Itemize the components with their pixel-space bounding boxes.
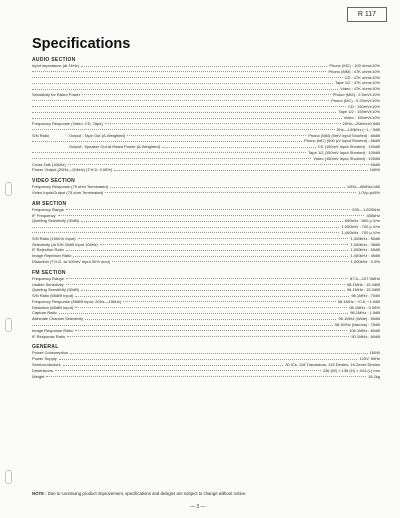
spec-label: Weight [32, 373, 45, 379]
leader-dots [59, 313, 348, 315]
spec-value: Video : 47K ohm±10% [340, 86, 380, 92]
leader-dots [32, 232, 339, 234]
spec-label: Power Consumption [32, 350, 69, 356]
binder-hole-mark [5, 470, 12, 484]
spec-label: Selectivity (at S/N 30dB Input 10kHz) [32, 241, 98, 247]
page-number: — 3 — [190, 504, 206, 510]
spec-value: 1,400kHz : 40dB [350, 253, 380, 259]
spec-label: Power Output (20Hz—20kHz) (T.H.D. 0.08%) [32, 167, 113, 173]
leader-dots [75, 330, 347, 332]
leader-dots [127, 135, 306, 137]
leader-dots [67, 336, 349, 338]
spec-label: Video Input/Output (75 ohm Terminated) [32, 189, 104, 195]
spec-value: 160W [369, 350, 380, 356]
spec-value: 450kHz [366, 212, 380, 218]
spec-row [32, 374, 380, 380]
spec-value: 10Hz—8MHz±1dB [346, 184, 380, 190]
spec-value: CD : 150mV±10% [348, 103, 380, 109]
leader-dots [32, 158, 311, 160]
spec-value: 1,000kHz : 0.5% [350, 258, 380, 264]
spec-value: Phono (MC) (500 μV Input Shorted) : 66dB [304, 138, 380, 144]
leader-dots [110, 187, 345, 189]
specifications-body [32, 57, 380, 379]
spec-value: 436 (W) × 138 (H) × 424 (L) mm [322, 367, 380, 373]
section-title: VIDEO SECTION [32, 178, 76, 185]
leader-dots [32, 129, 335, 131]
leader-dots [105, 123, 341, 125]
spec-value: CD : 47K ohm±10% [344, 74, 380, 80]
spec-label: Power Supply [32, 356, 57, 362]
leader-dots [63, 365, 283, 367]
spec-label: Usable Sensitivity [32, 281, 64, 287]
spec-value: 98.1MHz : 15.2dBf [346, 287, 380, 293]
binder-hole-mark [5, 318, 12, 332]
leader-dots [32, 118, 342, 120]
leader-dots [32, 227, 339, 229]
binder-hole-mark [5, 182, 12, 196]
section-title: FM SECTION [32, 269, 66, 276]
spec-value: 20Hz—20kHz±0.5dB [342, 120, 380, 126]
leader-dots [55, 370, 321, 372]
section-title: GENERAL [32, 344, 59, 351]
spec-row [32, 259, 380, 265]
spec-label: Capture Ratio [32, 310, 57, 316]
spec-row [32, 190, 380, 196]
spec-value: 1,000kHz : 700 μ V/m [341, 224, 380, 230]
spec-label: IF Frequency [32, 212, 56, 218]
spec-value: Tape 1/2 (150mV Input Shorted) : 100dB [308, 149, 380, 155]
spec-sublabel: Output : Speaker Out at Rated Power (A-Weighted) [69, 144, 161, 150]
spec-label: S/N Ratio [32, 132, 50, 138]
spec-value: 1,400kHz : 700 μ V/m [341, 229, 380, 235]
spec-label: Alternate Channel Selectivity [32, 316, 84, 322]
page-title: Specifications [32, 36, 131, 52]
spec-value: Phono (MM) (5mV Input Shorted) : 80dB [308, 132, 380, 138]
leader-dots [162, 147, 316, 149]
spec-label: Quieting Sensitivity (50dB) [32, 287, 80, 293]
spec-label: Image Rejection Ratio [32, 253, 72, 259]
spec-value: 98.1MHz : 0.08% [349, 304, 380, 310]
spec-value: 1,000kHz : 50dB [350, 235, 380, 241]
spec-value: Phono (MM) : 47K ohm±10% [328, 68, 380, 74]
leader-dots [112, 261, 349, 263]
spec-value: 98.1MHz : 70dB [351, 293, 380, 299]
spec-row [32, 167, 380, 173]
spec-value: CD (150mV Input Shorted) : 100dB [317, 144, 380, 150]
leader-dots [66, 209, 350, 211]
leader-dots [123, 301, 336, 303]
leader-dots [81, 290, 345, 292]
leader-dots [32, 325, 333, 327]
spec-value: Tape 1/2 : 47K ohm±10% [335, 80, 380, 86]
spec-value: Phono (MM) : 2.5mV±10% [332, 91, 380, 97]
note [32, 491, 246, 496]
spec-value: 530—1,620kHz [352, 206, 380, 212]
leader-dots [114, 170, 368, 172]
spec-label: Frequency Range [32, 206, 64, 212]
note-label: NOTE : [32, 491, 47, 496]
spec-value: 1,000kHz : 35dB [350, 241, 380, 247]
spec-value: 98.1MHz : 1.5dB [350, 310, 380, 316]
spec-label: Dimensions [32, 367, 53, 373]
spec-label: Semiconductors [32, 362, 61, 368]
spec-value: Video (150mV Input Shorted) : 100dB [313, 155, 380, 161]
leader-dots [58, 215, 364, 217]
leader-dots [105, 192, 356, 194]
leader-dots [81, 66, 327, 68]
leader-dots [46, 376, 366, 378]
spec-value: Video : 150mV±10% [343, 115, 380, 121]
leader-dots [66, 278, 348, 280]
spec-label: Frequency Response (Video, CD, Tape) [32, 120, 103, 126]
leader-dots [32, 106, 346, 108]
spec-value: 1.0Vp-p±5% [358, 189, 380, 195]
spec-value: 87.5—107.9MHz [349, 275, 380, 281]
leader-dots [75, 307, 347, 309]
spec-label: Distortion (T.H.D. at 100mV Input 30% mod) [32, 258, 111, 264]
leader-dots [85, 319, 336, 321]
note-text: Due to continuing product improvement, specifications and designs are subject to change without notice. [47, 491, 247, 496]
leader-dots [81, 221, 343, 223]
leader-dots [32, 100, 329, 102]
spec-value: 160W [369, 167, 380, 173]
leader-dots [32, 112, 336, 114]
spec-value: Phono (MC) : 0.20mV±10% [331, 97, 380, 103]
spec-label: Input impedance (at 1kHz) [32, 63, 79, 68]
leader-dots [32, 152, 306, 154]
spec-label: Quieting Sensitivity (30dB) [32, 218, 80, 224]
spec-label: Image Response Ratio [32, 327, 73, 333]
spec-label: Frequency Response (65dBf Input, 20Hz—15kHz) [32, 298, 122, 304]
spec-value: 98.1MHz (Narrow) : 75dB [334, 322, 380, 328]
leader-dots [66, 250, 348, 252]
leader-dots [32, 89, 338, 91]
spec-value: 98.1MHz : +0.5, −1.0dB [337, 298, 380, 304]
spec-value: 1,000kHz : 50dB [350, 247, 380, 253]
spec-value: 98.1MHz : 15.2dBf [346, 281, 380, 287]
leader-dots [70, 353, 368, 355]
spec-row [32, 334, 380, 340]
leader-dots [59, 359, 357, 361]
leader-dots [100, 244, 348, 246]
spec-label: Frequency Range [32, 275, 64, 281]
leader-dots [66, 284, 345, 286]
spec-value: Tape 1/2 : 150mV±10% [338, 109, 380, 115]
leader-dots [32, 141, 302, 143]
spec-sublabel: Output : Tape Out (A-Weighted) [69, 132, 126, 138]
spec-label: S/N Ratio (65dBf Input) [32, 293, 74, 299]
spec-value: 5Hz—140kHz (−1, −3dB [336, 126, 380, 132]
leader-dots [82, 94, 331, 96]
spec-label: IF Response Ratio [32, 333, 66, 339]
spec-value: 98.1MHz (Wide) : 50dB [338, 316, 380, 322]
spec-label: Sensitivity for Rated Power [32, 91, 81, 97]
spec-label: S/N Ratio (100mV Input) [32, 235, 76, 241]
leader-dots [68, 164, 369, 166]
spec-label: Cross Talk (10kHz) [32, 161, 66, 167]
section-title: AM SECTION [32, 200, 67, 207]
leader-dots [32, 83, 333, 85]
leader-dots [32, 71, 326, 73]
page-tab: R 117 [347, 7, 387, 22]
leader-dots [75, 296, 349, 298]
spec-value: 90.1MHz : 80dB [351, 333, 380, 339]
spec-value: 600kHz : 800 μ V/m [344, 218, 380, 224]
leader-dots [32, 77, 343, 79]
spec-value: 15.2kg [367, 373, 380, 379]
spec-label: Distortion (65dBf Input) [32, 304, 74, 310]
spec-label: Frequency Response (75 ohm Terminated) [32, 184, 108, 190]
leader-dots [78, 238, 348, 240]
leader-dots [73, 256, 348, 258]
spec-value: 60dB [370, 161, 380, 167]
spec-value: Phono (MC) : 100 ohm±10% [329, 63, 380, 68]
spec-label: IF Rejection Ratio [32, 247, 64, 253]
spec-value: 106.1MHz : 80dB [349, 327, 380, 333]
spec-value: 120V, 60Hz [359, 356, 380, 362]
spec-value: 30 ICs, 118 Transistors, 115 Diodes, 16 Zener Diodes [285, 362, 380, 368]
section-title: AUDIO SECTION [32, 57, 76, 63]
